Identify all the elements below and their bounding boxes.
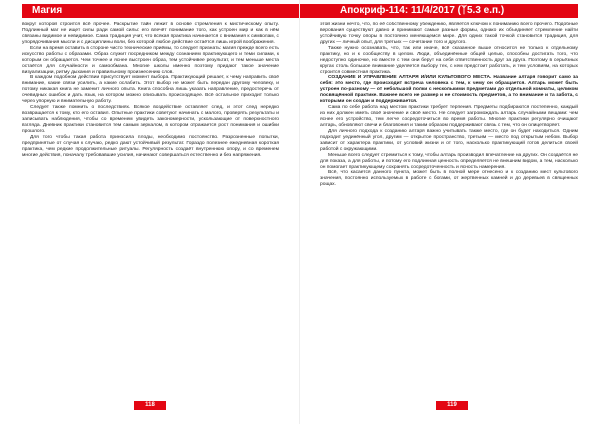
left-paragraph: В каждом подобном действии присутствует момент выбора. Практикующий решает, к чему направить своё внимание, какие связи усилить, а какие ослабить. Этот выбор не может быть передан другому человеку, и потому никакая книга не заменит личного опыта. Книга способна лишь указать направление, предостеречь от очевидных ошибок и дать язык, на котором можно описывать происходящее. Всё остальное приходит только через упорную и внимательную работу. bbox=[22, 75, 279, 105]
right-paragraph: Всё, что касается данного пункта, может быть в полной мере отнесено и к созданию мест культового значения, постоянно используемых в работе с богами, от жертвенных камней и до деревьев в священных рощах. bbox=[320, 170, 578, 188]
right-paragraph: Меньше всего следует стремиться к тому, чтобы алтарь производил впечатление на других. Он создаётся не для показа, а для работы, и потому его подлинная ценность определяется не внешним видом, а тем, насколько он помогает практикующему сохранять сосредоточенность и ясность намерения. bbox=[320, 152, 578, 170]
left-paragraph: Если на время оставить в стороне чисто технические приёмы, то следует признать: магия прежде всего есть искусство работы с образами. Образ служит посредником между сознанием практикующего и теми силами, к которым он обращается. Чем точнее и яснее выстроен образ, тем устойчивее результат, и тем меньше места остаётся для случайности и самообмана. Многие школы именно поэтому придают такое значение визуализации, ритму дыхания и правильному произнесению слов. bbox=[22, 45, 279, 75]
left-page-number: 118 bbox=[134, 401, 166, 410]
right-page bbox=[300, 0, 600, 424]
left-paragraph: Для того чтобы такая работа приносила плоды, необходимо постоянство. Разрозненные попытки, предпринятые от случая к случаю, редко дают устойчивый результат. Гораздо полезнее ежедневная короткая практика, чем редкие продолжительные ритуалы. Регулярность создаёт внутреннюю опору, и со временем многие действия, поначалу требовавшие усилия, начинают совершаться естественно и без напряжения. bbox=[22, 134, 279, 158]
left-page-body bbox=[22, 22, 279, 394]
right-paragraph: Сама по себе работа над местом практики требует терпения. Предметы подбираются постепенно, каждый из них должен иметь своё значение и своё место. Не следует загромождать алтарь случайными вещами: чем яснее его устройство, тем легче сосредоточиться во время работы. Многие практики регулярно очищают алтарь, обновляют свечи и благовония и таким образом поддерживают связь с тем, что он олицетворяет. bbox=[320, 105, 578, 128]
right-page-number: 119 bbox=[436, 401, 468, 410]
right-paragraph: этой жизни нечто, что, по её собственному убеждению, является ключом к пониманию всего прочего. Подобные верования существуют давно и принимают самые разные формы, однако их объединяет стремление найти устойчивую точку опоры в постоянно меняющемся мире. Для одних такой точкой становится традиция, для других — личный опыт, для третьих — сочетание того и другого. bbox=[320, 22, 578, 45]
right-paragraph: Для личного подхода к созданию алтаря важно учитывать также место, где он будет находиться. Одним подходит уединённый угол, другим — открытое пространство, третьим — место под открытым небом. Выбор зависит от характера практики, от условий жизни и от того, насколько практикующий готов делиться своей работой с окружающими. bbox=[320, 128, 578, 152]
right-paragraph: Также нужно осознавать, что, так или иначе, всё сказанное выше относится не только к отдельному практику, но и к сообществу в целом. Люди, объединённые общей целью, способны достигать того, что недоступно одиночке, но вместе с тем они берут на себя ответственность друг за друга. Поэтому в серьёзных кругах столь большое внимание уделяется выбору тех, с кем предстоит работать, и тем условиям, на которых строится совместная практика. bbox=[320, 45, 578, 75]
right-page-header: Апокриф-114: 11/4/2017 (ᛉ5.3 е.п.) bbox=[300, 4, 578, 18]
section-heading-paragraph: СОЗДАНИЕ И УПРАВЛЕНИЕ АЛТАРЯ И/ИЛИ КУЛЬТОВОГО МЕСТА. Название алтаря говорит само за себя: это место, где происходит встреча человека с тем, к чему он обращается. Алтарь может быть устроен по-разному — от небольшой полки с несколькими предметами до отдельной комнаты, целиком посвящённой практике. Важнее всего не размер и не стоимость предметов, а то внимание и та забота, с которыми он создан и поддерживается. bbox=[320, 75, 578, 105]
right-page-body bbox=[320, 22, 578, 394]
left-page-header: Магия bbox=[22, 4, 300, 18]
left-paragraph: Следует также помнить о последствиях. Всякое воздействие оставляет след, и этот след нередко возвращается к тому, кто его оставил. Опытные практики советуют начинать с малого, проверять результаты и записывать наблюдения, чтобы со временем увидеть закономерности, ускользающие от поверхностного взгляда. Дневник практики становится тем самым зеркалом, в котором отражается рост понимания и ошибки прошлого. bbox=[22, 105, 279, 134]
left-paragraph: вокруг которой строится всё прочее. Раскрытие тайн лежит в основе стремления к мистическому опыту. Подлинный маг не ищет силы ради самой силы: его влечёт понимание того, как устроен мир и как в нём связаны видимое и невидимое. Сама традиция учит, что всякая практика начинается с внимания к символам, с упорядочивания мысли и с дисциплины воли, без которой любое действие остаётся лишь игрой воображения. bbox=[22, 22, 279, 45]
